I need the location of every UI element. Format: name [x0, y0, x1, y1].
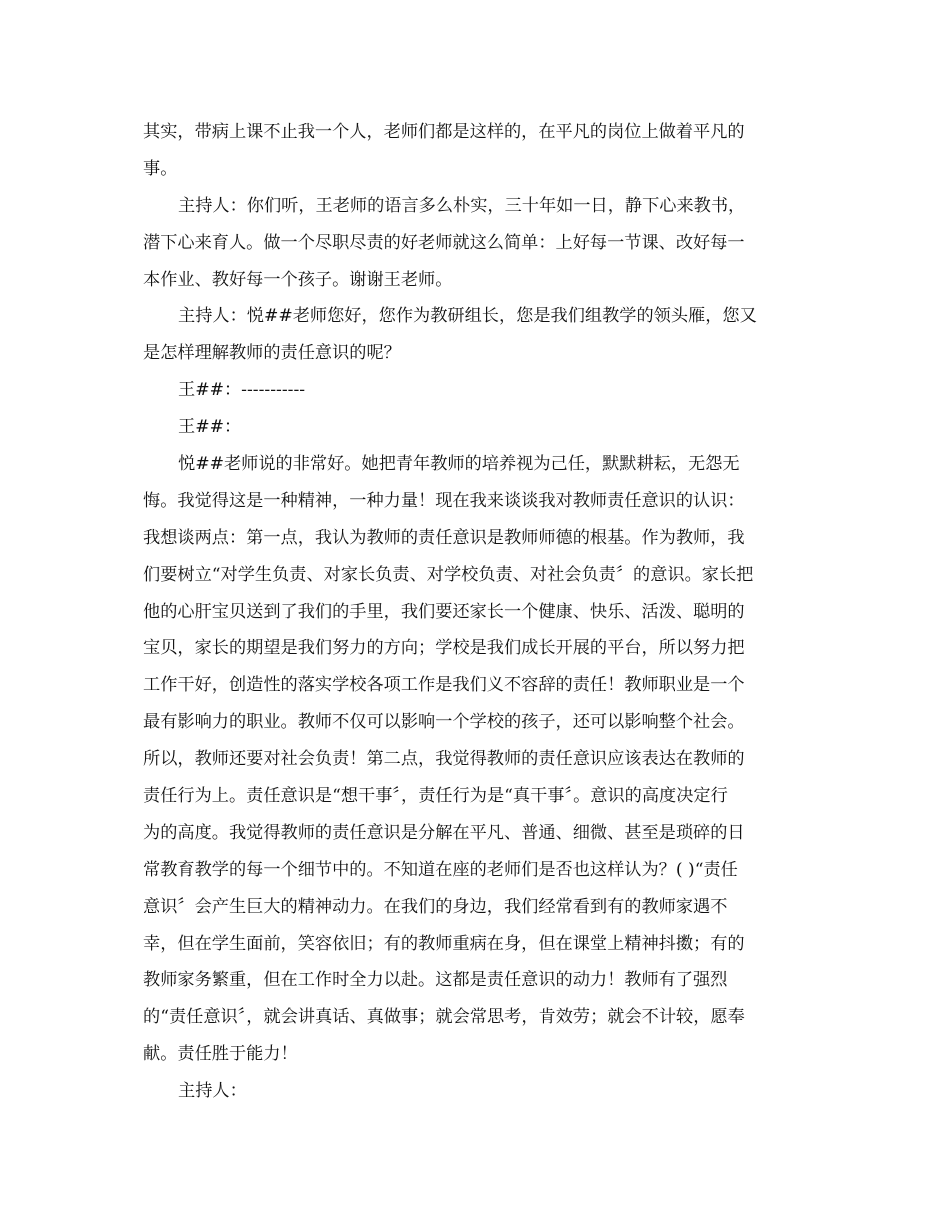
- text-line: 悦##老师说的非常好。她把青年教师的培养视为己任，默默耕耘，无怨无: [178, 454, 740, 475]
- text-line: 本作业、教好每一个孩子。谢谢王老师。: [143, 269, 453, 290]
- text-line: 意识〞会产生巨大的精神动力。在我们的身边，我们经常看到有的教师家遇不: [143, 896, 728, 917]
- text-line: 王##：-----------: [178, 380, 306, 401]
- text-line: 工作干好，创造性的落实学校各项工作是我们义不容辞的责任！教师职业是一个: [143, 675, 745, 696]
- text-line: 宝贝，家长的期望是我们努力的方向；学校是我们成长开展的平台，所以努力把: [143, 638, 745, 659]
- text-line: 的“责任意识〞，就会讲真话、真做事；就会常思考，肯效劳；就会不计较，愿奉: [143, 1007, 745, 1028]
- text-line: 最有影响力的职业。教师不仅可以影响一个学校的孩子，还可以影响整个社会。: [143, 712, 745, 733]
- text-line: 主持人：: [178, 1081, 247, 1102]
- text-line: 主持人：悦##老师您好，您作为教研组长，您是我们组教学的领头雁，您又: [178, 306, 757, 327]
- text-line: 常教育教学的每一个细节中的。不知道在座的老师们是否也这样认为？( )“责任: [143, 859, 738, 880]
- text-line: 悔。我觉得这是一种精神，一种力量！现在我来谈谈我对教师责任意识的认识：: [143, 490, 745, 511]
- text-line: 他的心肝宝贝送到了我们的手里，我们要还家长一个健康、快乐、活泼、聪明的: [143, 601, 745, 622]
- text-line: 潜下心来育人。做一个尽职尽责的好老师就这么简单：上好每一节课、改好每一: [143, 232, 745, 253]
- text-line: 教师家务繁重，但在工作时全力以赴。这都是责任意识的动力！教师有了强烈: [143, 970, 728, 991]
- text-line: 幸，但在学生面前，笑容依旧；有的教师重病在身，但在课堂上精神抖擞；有的: [143, 933, 745, 954]
- text-line: 献。责任胜于能力！: [143, 1044, 298, 1065]
- text-line: 所以，教师还要对社会负责！第二点，我觉得教师的责任意识应该表达在教师的: [143, 749, 745, 770]
- text-line: 事。: [143, 158, 178, 179]
- text-line: 们要树立“对学生负责、对家长负责、对学校负责、对社会负责〞的意识。家长把: [143, 564, 754, 585]
- text-line: 王##：: [178, 417, 242, 438]
- text-line: 为的高度。我觉得教师的责任意识是分解在平凡、普通、细微、甚至是琐碎的日: [143, 822, 745, 843]
- text-line: 其实，带病上课不止我一个人，老师们都是这样的，在平凡的岗位上做着平凡的: [143, 122, 745, 142]
- text-line: 主持人：你们听，王老师的语言多么朴实，三十年如一日，静下心来教书，: [178, 195, 746, 216]
- text-line: 我想谈两点：第一点，我认为教师的责任意识是教师师德的根基。作为教师，我: [143, 527, 745, 548]
- document-body: [143, 114, 808, 1110]
- text-line: 是怎样理解教师的责任意识的呢？: [143, 343, 401, 364]
- text-line: 责任行为上。责任意识是“想干事〞，责任行为是“真干事〞。意识的高度决定行: [143, 786, 728, 807]
